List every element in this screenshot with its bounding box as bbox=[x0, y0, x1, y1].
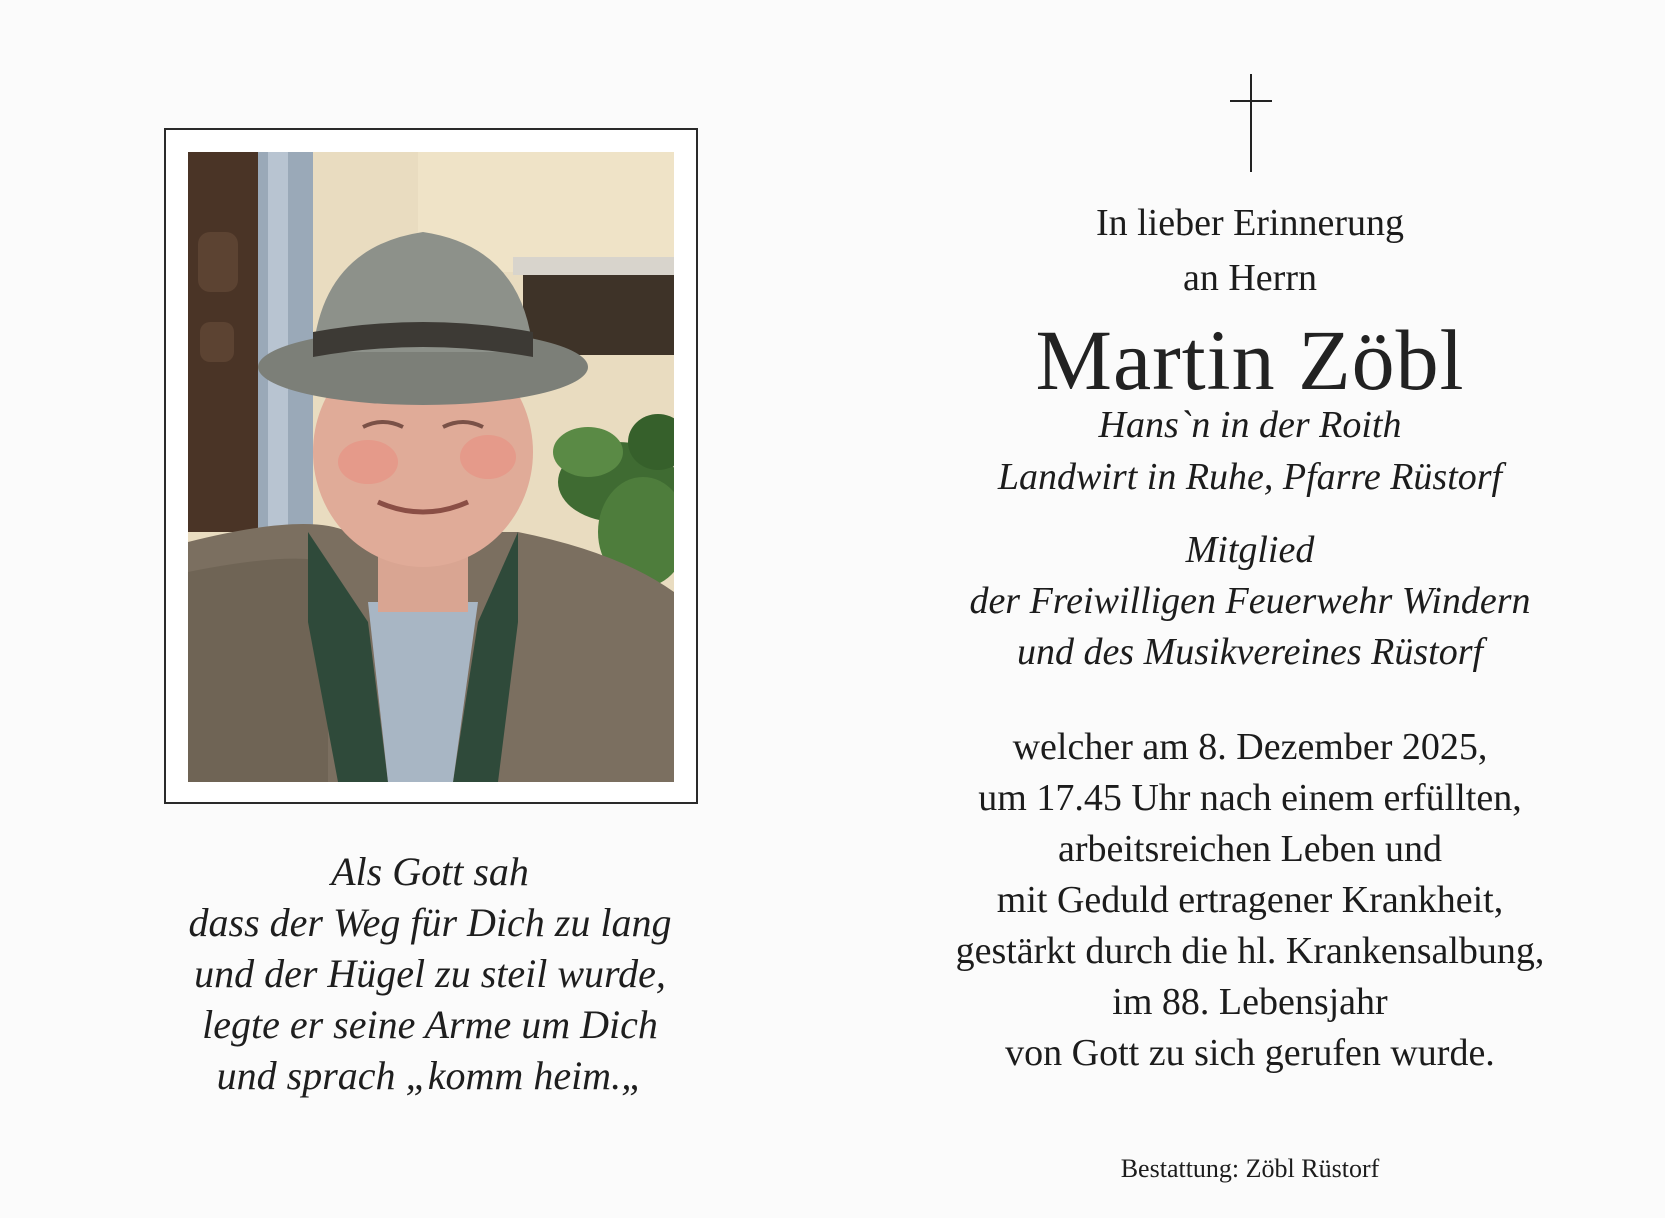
death-notice bbox=[880, 722, 1620, 1079]
notice-line: mit Geduld ertragener Krankheit, bbox=[996, 879, 1504, 921]
membership-block bbox=[880, 525, 1620, 678]
poem-line: dass der Weg für Dich zu lang bbox=[188, 900, 672, 945]
deceased-name: Martin Zöbl bbox=[1035, 312, 1465, 408]
membership-line: Mitglied bbox=[1185, 529, 1315, 571]
notice-line: im 88. Lebensjahr bbox=[1112, 981, 1388, 1023]
funeral-home: Bestattung: Zöbl Rüstorf bbox=[1120, 1154, 1380, 1183]
photo-frame bbox=[164, 128, 698, 804]
portrait-image bbox=[188, 152, 674, 782]
poem-line: und der Hügel zu steil wurde, bbox=[194, 951, 666, 996]
memorial-poem bbox=[100, 846, 760, 1101]
portrait-photo bbox=[188, 152, 674, 782]
notice-line: arbeitsreichen Leben und bbox=[1057, 828, 1443, 870]
membership-line: und des Musikvereines Rüstorf bbox=[1016, 631, 1484, 673]
intro-line: an Herrn bbox=[1183, 257, 1317, 299]
remembrance-intro bbox=[880, 196, 1620, 306]
notice-line: welcher am 8. Dezember 2025, bbox=[1012, 726, 1488, 768]
deceased-nickname: Hans`n in der Roith bbox=[1098, 404, 1402, 446]
notice-line: gestärkt durch die hl. Krankensalbung, bbox=[955, 930, 1545, 972]
poem-line: und sprach „komm heim.„ bbox=[216, 1053, 644, 1098]
membership-line: der Freiwilligen Feuerwehr Windern bbox=[969, 580, 1531, 622]
poem-line: Als Gott sah bbox=[331, 849, 529, 894]
poem-line: legte er seine Arme um Dich bbox=[202, 1002, 658, 1047]
cross-icon bbox=[1230, 74, 1272, 172]
notice-line: von Gott zu sich gerufen wurde. bbox=[1005, 1032, 1495, 1074]
deceased-occupation: Landwirt in Ruhe, Pfarre Rüstorf bbox=[997, 456, 1503, 498]
notice-line: um 17.45 Uhr nach einem erfüllten, bbox=[978, 777, 1522, 819]
intro-line: In lieber Erinnerung bbox=[1095, 202, 1405, 244]
